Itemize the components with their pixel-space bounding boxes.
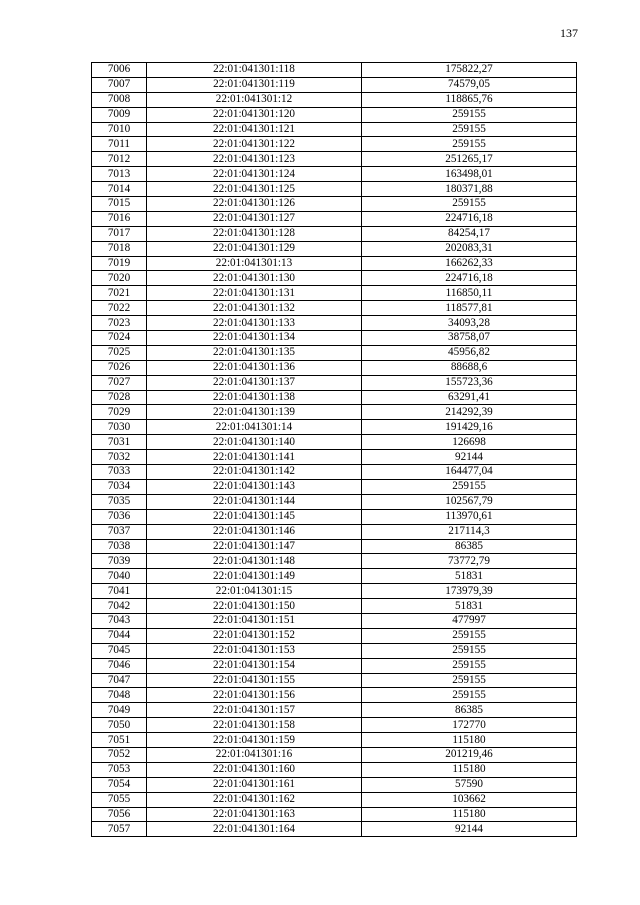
cadastral-number-cell: 22:01:041301:153 (147, 643, 362, 658)
cadastral-value-cell: 259155 (362, 643, 577, 658)
table-row (92, 524, 577, 539)
cadastral-number-cell: 22:01:041301:135 (147, 345, 362, 360)
cadastral-value-cell: 86385 (362, 703, 577, 718)
table-row (92, 316, 577, 331)
row-number-cell: 7030 (92, 420, 147, 435)
row-number-cell: 7011 (92, 137, 147, 152)
cadastral-value-cell: 51831 (362, 599, 577, 614)
cadastral-value-cell: 224716,18 (362, 211, 577, 226)
cadastral-value-cell: 92144 (362, 822, 577, 837)
cadastral-value-cell: 163498,01 (362, 167, 577, 182)
table-row (92, 405, 577, 420)
cadastral-number-cell: 22:01:041301:160 (147, 762, 362, 777)
cadastral-number-cell: 22:01:041301:123 (147, 152, 362, 167)
cadastral-number-cell: 22:01:041301:132 (147, 301, 362, 316)
table-row (92, 494, 577, 509)
table-row (92, 673, 577, 688)
cadastral-number-cell: 22:01:041301:15 (147, 584, 362, 599)
cadastral-number-cell: 22:01:041301:150 (147, 599, 362, 614)
table-row (92, 256, 577, 271)
cadastral-number-cell: 22:01:041301:16 (147, 747, 362, 762)
cadastral-value-cell: 34093,28 (362, 316, 577, 331)
cadastral-number-cell: 22:01:041301:13 (147, 256, 362, 271)
row-number-cell: 7024 (92, 331, 147, 346)
cadastral-value-cell: 115180 (362, 733, 577, 748)
cadastral-number-cell: 22:01:041301:118 (147, 63, 362, 78)
row-number-cell: 7041 (92, 584, 147, 599)
row-number-cell: 7032 (92, 450, 147, 465)
row-number-cell: 7037 (92, 524, 147, 539)
table-row (92, 509, 577, 524)
table-row (92, 539, 577, 554)
cadastral-value-cell: 166262,33 (362, 256, 577, 271)
table-row (92, 628, 577, 643)
table-row (92, 435, 577, 450)
cadastral-value-cell: 224716,18 (362, 271, 577, 286)
table-row (92, 479, 577, 494)
row-number-cell: 7026 (92, 360, 147, 375)
row-number-cell: 7009 (92, 107, 147, 122)
cadastral-number-cell: 22:01:041301:146 (147, 524, 362, 539)
row-number-cell: 7014 (92, 182, 147, 197)
table-row (92, 137, 577, 152)
table-row (92, 465, 577, 480)
cadastral-value-cell: 38758,07 (362, 331, 577, 346)
table-row (92, 241, 577, 256)
cadastral-number-cell: 22:01:041301:154 (147, 658, 362, 673)
cadastral-number-cell: 22:01:041301:140 (147, 435, 362, 450)
table-row (92, 77, 577, 92)
cadastral-number-cell: 22:01:041301:124 (147, 167, 362, 182)
cadastral-number-cell: 22:01:041301:162 (147, 792, 362, 807)
table-row (92, 450, 577, 465)
cadastral-number-cell: 22:01:041301:125 (147, 182, 362, 197)
cadastral-number-cell: 22:01:041301:134 (147, 331, 362, 346)
row-number-cell: 7054 (92, 777, 147, 792)
cadastral-value-cell: 477997 (362, 613, 577, 628)
cadastral-number-cell: 22:01:041301:142 (147, 465, 362, 480)
cadastral-number-cell: 22:01:041301:143 (147, 479, 362, 494)
table-row (92, 569, 577, 584)
table-row (92, 762, 577, 777)
cadastral-number-cell: 22:01:041301:139 (147, 405, 362, 420)
row-number-cell: 7025 (92, 345, 147, 360)
row-number-cell: 7021 (92, 286, 147, 301)
row-number-cell: 7007 (92, 77, 147, 92)
table-row (92, 107, 577, 122)
cadastral-number-cell: 22:01:041301:141 (147, 450, 362, 465)
table-row (92, 643, 577, 658)
table-row (92, 733, 577, 748)
cadastral-number-cell: 22:01:041301:14 (147, 420, 362, 435)
cadastral-number-cell: 22:01:041301:121 (147, 122, 362, 137)
cadastral-value-cell: 259155 (362, 122, 577, 137)
cadastral-number-cell: 22:01:041301:128 (147, 226, 362, 241)
row-number-cell: 7053 (92, 762, 147, 777)
table-row (92, 152, 577, 167)
cadastral-value-cell: 115180 (362, 807, 577, 822)
cadastral-value-cell: 259155 (362, 673, 577, 688)
table-row (92, 554, 577, 569)
row-number-cell: 7017 (92, 226, 147, 241)
row-number-cell: 7027 (92, 375, 147, 390)
table-row (92, 345, 577, 360)
cadastral-value-cell: 51831 (362, 569, 577, 584)
table-row (92, 747, 577, 762)
cadastral-value-cell: 63291,41 (362, 390, 577, 405)
cadastral-number-cell: 22:01:041301:130 (147, 271, 362, 286)
cadastral-value-cell: 88688,6 (362, 360, 577, 375)
table-row (92, 688, 577, 703)
cadastral-value-cell: 259155 (362, 479, 577, 494)
cadastral-value-cell: 202083,31 (362, 241, 577, 256)
cadastral-number-cell: 22:01:041301:120 (147, 107, 362, 122)
table-row (92, 92, 577, 107)
table-row (92, 122, 577, 137)
cadastral-value-cell: 155723,36 (362, 375, 577, 390)
cadastral-value-cell: 259155 (362, 658, 577, 673)
row-number-cell: 7047 (92, 673, 147, 688)
cadastral-value-cell: 116850,11 (362, 286, 577, 301)
row-number-cell: 7022 (92, 301, 147, 316)
cadastral-value-cell: 86385 (362, 539, 577, 554)
cadastral-value-cell: 73772,79 (362, 554, 577, 569)
row-number-cell: 7040 (92, 569, 147, 584)
cadastral-number-cell: 22:01:041301:159 (147, 733, 362, 748)
table-row (92, 360, 577, 375)
row-number-cell: 7051 (92, 733, 147, 748)
row-number-cell: 7044 (92, 628, 147, 643)
cadastral-number-cell: 22:01:041301:164 (147, 822, 362, 837)
row-number-cell: 7033 (92, 465, 147, 480)
table-row (92, 63, 577, 78)
cadastral-value-cell: 164477,04 (362, 465, 577, 480)
page-number: 137 (560, 26, 578, 40)
cadastral-value-cell: 92144 (362, 450, 577, 465)
cadastral-number-cell: 22:01:041301:119 (147, 77, 362, 92)
cadastral-number-cell: 22:01:041301:151 (147, 613, 362, 628)
row-number-cell: 7043 (92, 613, 147, 628)
cadastral-value-table (91, 62, 577, 837)
cadastral-value-cell: 126698 (362, 435, 577, 450)
row-number-cell: 7028 (92, 390, 147, 405)
cadastral-value-cell: 214292,39 (362, 405, 577, 420)
cadastral-value-cell: 217114,3 (362, 524, 577, 539)
cadastral-value-cell: 191429,16 (362, 420, 577, 435)
row-number-cell: 7046 (92, 658, 147, 673)
cadastral-number-cell: 22:01:041301:161 (147, 777, 362, 792)
row-number-cell: 7029 (92, 405, 147, 420)
table-row (92, 197, 577, 212)
cadastral-value-cell: 201219,46 (362, 747, 577, 762)
cadastral-number-cell: 22:01:041301:122 (147, 137, 362, 152)
table-row (92, 301, 577, 316)
table-row (92, 584, 577, 599)
row-number-cell: 7016 (92, 211, 147, 226)
table-row (92, 211, 577, 226)
cadastral-value-cell: 113970,61 (362, 509, 577, 524)
row-number-cell: 7035 (92, 494, 147, 509)
cadastral-value-cell: 259155 (362, 107, 577, 122)
row-number-cell: 7057 (92, 822, 147, 837)
table-row (92, 822, 577, 837)
cadastral-value-cell: 251265,17 (362, 152, 577, 167)
row-number-cell: 7013 (92, 167, 147, 182)
table-row (92, 226, 577, 241)
cadastral-number-cell: 22:01:041301:137 (147, 375, 362, 390)
row-number-cell: 7023 (92, 316, 147, 331)
cadastral-number-cell: 22:01:041301:133 (147, 316, 362, 331)
row-number-cell: 7055 (92, 792, 147, 807)
table-row (92, 599, 577, 614)
cadastral-number-cell: 22:01:041301:12 (147, 92, 362, 107)
table-row (92, 718, 577, 733)
row-number-cell: 7031 (92, 435, 147, 450)
cadastral-value-cell: 57590 (362, 777, 577, 792)
cadastral-value-cell: 172770 (362, 718, 577, 733)
table-row (92, 271, 577, 286)
table-row (92, 613, 577, 628)
row-number-cell: 7006 (92, 63, 147, 78)
cadastral-number-cell: 22:01:041301:131 (147, 286, 362, 301)
cadastral-value-cell: 84254,17 (362, 226, 577, 241)
cadastral-number-cell: 22:01:041301:148 (147, 554, 362, 569)
cadastral-number-cell: 22:01:041301:158 (147, 718, 362, 733)
cadastral-value-cell: 180371,88 (362, 182, 577, 197)
cadastral-number-cell: 22:01:041301:126 (147, 197, 362, 212)
row-number-cell: 7039 (92, 554, 147, 569)
row-number-cell: 7045 (92, 643, 147, 658)
cadastral-number-cell: 22:01:041301:149 (147, 569, 362, 584)
row-number-cell: 7056 (92, 807, 147, 822)
row-number-cell: 7008 (92, 92, 147, 107)
cadastral-value-cell: 45956,82 (362, 345, 577, 360)
cadastral-value-cell: 259155 (362, 197, 577, 212)
table-row (92, 792, 577, 807)
cadastral-value-cell: 175822,27 (362, 63, 577, 78)
cadastral-value-cell: 74579,05 (362, 77, 577, 92)
table-row (92, 703, 577, 718)
row-number-cell: 7052 (92, 747, 147, 762)
cadastral-value-cell: 102567,79 (362, 494, 577, 509)
cadastral-value-cell: 173979,39 (362, 584, 577, 599)
table-row (92, 167, 577, 182)
row-number-cell: 7020 (92, 271, 147, 286)
table-row (92, 390, 577, 405)
cadastral-number-cell: 22:01:041301:163 (147, 807, 362, 822)
cadastral-value-cell: 115180 (362, 762, 577, 777)
cadastral-number-cell: 22:01:041301:138 (147, 390, 362, 405)
cadastral-value-cell: 259155 (362, 628, 577, 643)
cadastral-number-cell: 22:01:041301:127 (147, 211, 362, 226)
cadastral-value-cell: 118865,76 (362, 92, 577, 107)
table-row (92, 182, 577, 197)
row-number-cell: 7010 (92, 122, 147, 137)
row-number-cell: 7038 (92, 539, 147, 554)
row-number-cell: 7042 (92, 599, 147, 614)
cadastral-number-cell: 22:01:041301:157 (147, 703, 362, 718)
table-row (92, 658, 577, 673)
table-row (92, 331, 577, 346)
table-row (92, 777, 577, 792)
cadastral-value-cell: 118577,81 (362, 301, 577, 316)
cadastral-number-cell: 22:01:041301:156 (147, 688, 362, 703)
table-row (92, 375, 577, 390)
cadastral-number-cell: 22:01:041301:147 (147, 539, 362, 554)
row-number-cell: 7034 (92, 479, 147, 494)
row-number-cell: 7019 (92, 256, 147, 271)
table-row (92, 286, 577, 301)
row-number-cell: 7036 (92, 509, 147, 524)
cadastral-number-cell: 22:01:041301:145 (147, 509, 362, 524)
cadastral-number-cell: 22:01:041301:129 (147, 241, 362, 256)
table-body (92, 63, 577, 837)
table-row (92, 807, 577, 822)
cadastral-value-cell: 259155 (362, 137, 577, 152)
row-number-cell: 7012 (92, 152, 147, 167)
cadastral-value-cell: 259155 (362, 688, 577, 703)
row-number-cell: 7049 (92, 703, 147, 718)
cadastral-number-cell: 22:01:041301:152 (147, 628, 362, 643)
table-row (92, 420, 577, 435)
row-number-cell: 7048 (92, 688, 147, 703)
cadastral-number-cell: 22:01:041301:136 (147, 360, 362, 375)
row-number-cell: 7015 (92, 197, 147, 212)
row-number-cell: 7018 (92, 241, 147, 256)
cadastral-number-cell: 22:01:041301:155 (147, 673, 362, 688)
cadastral-value-cell: 103662 (362, 792, 577, 807)
row-number-cell: 7050 (92, 718, 147, 733)
cadastral-number-cell: 22:01:041301:144 (147, 494, 362, 509)
